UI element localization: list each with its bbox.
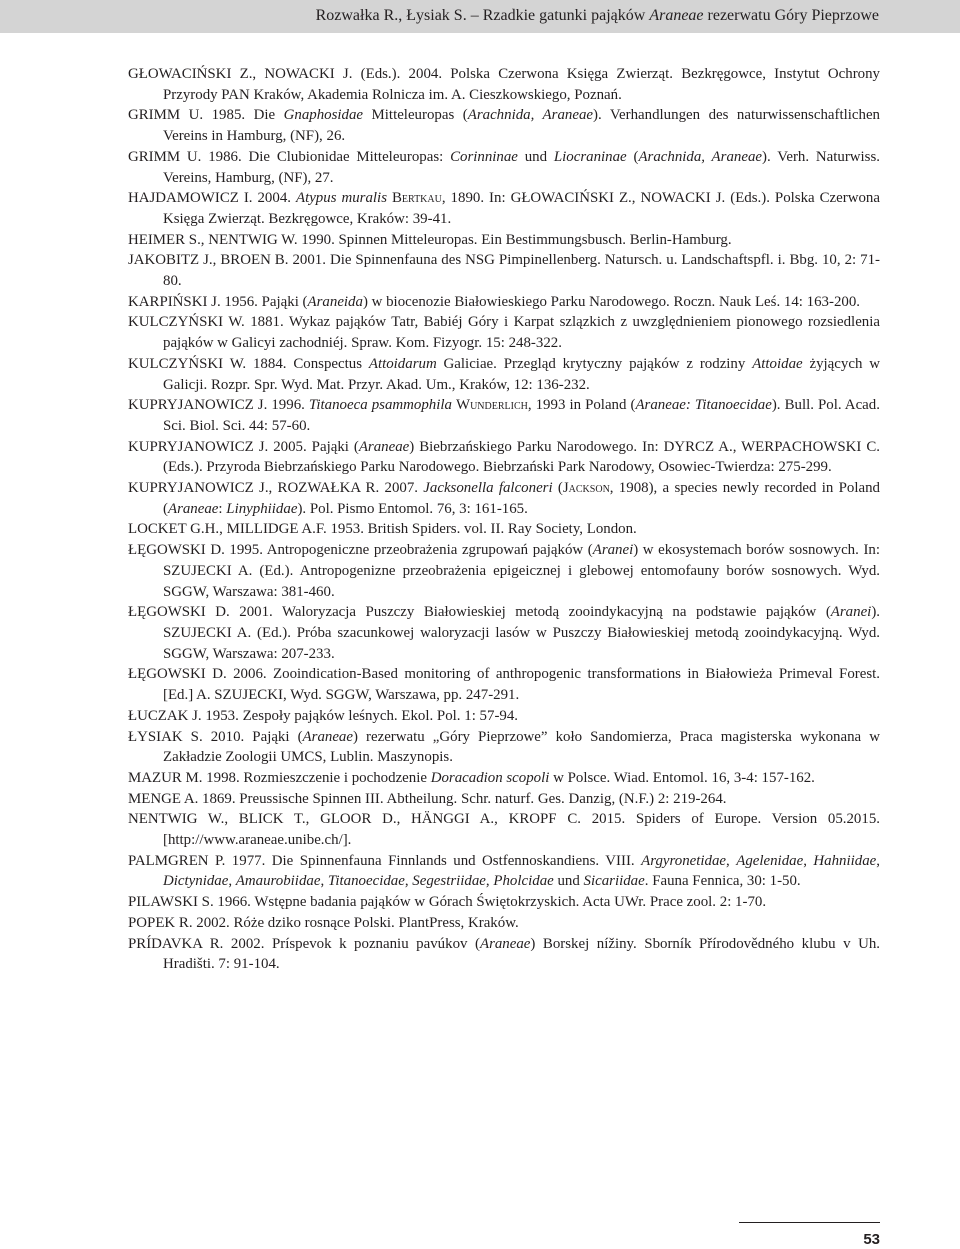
- reference-entry: [128, 395, 880, 436]
- reference-entry: [128, 913, 880, 934]
- italic-text: Araneae: Titanoecidae: [635, 397, 772, 414]
- italic-text: Araneae: [479, 935, 531, 952]
- header-title-italic: Araneae: [649, 7, 704, 24]
- running-header-text: [316, 6, 879, 26]
- italic-text: Titanoecidae: [327, 873, 405, 890]
- italic-text: Arachnida, Araneae: [638, 148, 763, 165]
- reference-text: ,: [228, 873, 236, 890]
- reference-text: ŁUCZAK J. 1953. Zespoły pająków leśnych. Ekol. Pol. 1: 57-94.: [128, 707, 519, 724]
- reference-text: , 1908), a species newly recorded in Poland (: [163, 480, 880, 517]
- small-caps-text: Bertkau: [391, 190, 442, 207]
- italic-text: Araneae: [358, 438, 410, 455]
- italic-text: Aranei: [592, 542, 634, 559]
- reference-text: KULCZYŃSKI W. 1884. Conspectus: [128, 355, 369, 372]
- italic-text: Pholcidae: [493, 873, 554, 890]
- italic-text: Dictynidae: [163, 873, 229, 890]
- reference-text: und: [517, 148, 554, 165]
- italic-text: Segestriidae: [412, 873, 486, 890]
- reference-entry: [128, 188, 880, 229]
- reference-entry: [128, 727, 880, 768]
- small-caps-text: Wunderlich: [456, 397, 528, 414]
- reference-text: ŁĘGOWSKI D. 2006. Zooindication-Based monitoring of anthropogenic transformations in Białowieża Primeval Forest. [Ed.] A. SZUJECKI, Wyd. SGGW, Warszawa, pp. 247-291.: [128, 666, 880, 704]
- reference-text: , 1993 in Poland (: [527, 397, 636, 414]
- italic-text: Amaurobiidae: [235, 873, 321, 890]
- reference-text: HAJDAMOWICZ I. 2004.: [128, 190, 296, 207]
- reference-text: :: [218, 500, 227, 517]
- reference-text: , 1890. In: GŁOWACIŃSKI Z., NOWACKI J. (Eds.). Polska Czerwona Księga Zwierząt. Bezkręgowce, Kraków: 39-41.: [163, 190, 880, 227]
- reference-entry: [128, 789, 880, 810]
- reference-entry: [128, 64, 880, 105]
- reference-text: ,: [876, 852, 880, 869]
- footer-rule: [739, 1222, 880, 1223]
- reference-text: Mitteleuropas (: [363, 107, 468, 124]
- reference-text: ) w ekosystemach borów sosnowych. In: SZUJECKI A. (Ed.). Antropogenizne przeobrażenia epigeicznej i glebowej entomofauny borów sosnowych. Wyd. SGGW, Warszawa: 381-460.: [163, 542, 880, 600]
- running-header: [0, 0, 960, 33]
- reference-entry: [128, 354, 880, 395]
- small-caps-text: Jackson: [562, 480, 610, 497]
- header-title-post: rezerwatu Góry Pieprzowe: [703, 7, 879, 24]
- italic-text: Liocraninae: [553, 148, 627, 165]
- reference-entry: [128, 540, 880, 602]
- italic-text: Araneae: [302, 728, 353, 745]
- reference-text: PILAWSKI S. 1966. Wstępne badania pająków w Górach Świętokrzyskich. Acta UWr. Prace zool. 2: 1-70.: [128, 894, 767, 911]
- reference-text: w Polsce. Wiad. Entomol. 16, 3-4: 157-162.: [549, 769, 815, 786]
- reference-entry: [128, 934, 880, 975]
- italic-text: Araneae: [167, 500, 219, 517]
- reference-text: KUPRYJANOWICZ J., ROZWAŁKA R. 2007.: [128, 480, 424, 497]
- reference-entry: [128, 292, 880, 313]
- reference-text: KARPIŃSKI J. 1956. Pająki (: [128, 293, 308, 310]
- reference-entry: [128, 809, 880, 850]
- reference-entry: [128, 250, 880, 291]
- reference-text: ,: [404, 873, 413, 890]
- reference-entry: [128, 768, 880, 789]
- reference-text: KUPRYJANOWICZ J. 1996.: [128, 397, 309, 414]
- reference-text: NENTWIG W., BLICK T., GLOOR D., HÄNGGI A., KROPF C. 2015. Spiders of Europe. Version 05.2015. [http://www.araneae.unibe.ch/].: [128, 811, 880, 849]
- reference-text: ). Bull. Pol. Acad. Sci. Biol. Sci. 44: 57-60.: [163, 397, 880, 434]
- italic-text: Linyphiidae: [226, 500, 298, 517]
- reference-text: ,: [320, 873, 328, 890]
- italic-text: Arachnida, Araneae: [467, 107, 594, 124]
- reference-text: GRIMM U. 1985. Die: [128, 107, 284, 124]
- reference-text: ,: [485, 873, 494, 890]
- header-authors: Rozwałka R., Łysiak S.: [315, 7, 471, 24]
- reference-entry: [128, 892, 880, 913]
- reference-entry: [128, 437, 880, 478]
- italic-text: Corinninae: [450, 148, 518, 165]
- reference-text: PALMGREN P. 1977. Die Spinnenfauna Finnlands und Ostfennoskandiens. VIII.: [128, 852, 642, 869]
- italic-text: Attoidae: [752, 355, 803, 372]
- reference-text: ŁĘGOWSKI D. 1995. Antropogeniczne przeobrażenia zgrupowań pająków (: [128, 542, 593, 559]
- italic-text: Hahniidae: [813, 852, 877, 869]
- reference-text: KUPRYJANOWICZ J. 2005. Pająki (: [128, 438, 359, 455]
- reference-list: [128, 64, 880, 975]
- page-number: 53: [863, 1231, 880, 1248]
- reference-text: ŁYSIAK S. 2010. Pająki (: [128, 728, 303, 745]
- italic-text: Doracadion scopoli: [430, 769, 550, 786]
- reference-text: (: [626, 148, 639, 165]
- italic-text: Gnaphosidae: [283, 107, 364, 124]
- reference-entry: [128, 706, 880, 727]
- reference-text: ) Borskej nížiny. Sborník Přírodovědného klubu v Uh. Hradišti. 7: 91-104.: [163, 935, 881, 973]
- reference-text: ,: [726, 852, 737, 869]
- reference-text: PRÍDAVKA R. 2002. Príspevok k poznaniu pavúkov (: [128, 935, 480, 952]
- reference-text: POPEK R. 2002. Róże dziko rosnące Polski. PlantPress, Kraków.: [128, 914, 519, 931]
- reference-entry: [128, 851, 880, 892]
- reference-text: LOCKET G.H., MILLIDGE A.F. 1953. British Spiders. vol. II. Ray Society, London.: [128, 521, 637, 538]
- reference-text: GŁOWACIŃSKI Z., NOWACKI J. (Eds.). 2004. Polska Czerwona Księga Zwierząt. Bezkręgowce, Instytut Ochrony Przyrody PAN Kraków, Akademia Rolnicza im. A. Cieszkowskiego, Poznań.: [128, 66, 880, 103]
- header-dash: –: [470, 7, 483, 24]
- reference-text: . Fauna Fennica, 30: 1-50.: [644, 873, 801, 890]
- reference-text: (: [552, 480, 563, 497]
- italic-text: Atypus muralis: [295, 190, 387, 207]
- reference-entry: [128, 147, 880, 188]
- italic-text: Titanoeca psammophila: [308, 397, 452, 414]
- italic-text: Argyronetidae: [641, 852, 727, 869]
- reference-text: KULCZYŃSKI W. 1881. Wykaz pająków Tatr, Babiéj Góry i Karpat szlązkich z uwzględnieniem pionowego rozsiedlenia pająków w Galicyi zachodniéj. Spraw. Kom. Fizyogr. 15: 248-322.: [128, 314, 880, 352]
- italic-text: Aranei: [830, 604, 872, 621]
- reference-text: ). Verh. Naturwiss. Vereins, Hamburg, (NF), 27.: [163, 148, 880, 186]
- reference-text: ,: [803, 852, 814, 869]
- reference-text: Galiciae. Przegląd krytyczny pająków z rodziny: [436, 355, 753, 372]
- italic-text: Attoidarum: [368, 355, 437, 372]
- italic-text: Sicariidae: [583, 873, 645, 890]
- reference-text: JAKOBITZ J., BROEN B. 2001. Die Spinnenfauna des NSG Pimpinellenberg. Natursch. u. Landschaftspfl. i. Bbg. 10, 2: 71-80.: [128, 252, 880, 290]
- reference-entry: [128, 602, 880, 664]
- reference-text: ). Pol. Pismo Entomol. 76, 3: 161-165.: [297, 500, 528, 517]
- italic-text: Araneida: [307, 293, 363, 310]
- reference-text: żyjących w Galicji. Rozpr. Spr. Wyd. Mat. Przyr. Akad. Um., Kraków, 12: 136-232.: [163, 355, 881, 393]
- reference-entry: [128, 664, 880, 705]
- reference-text: GRIMM U. 1986. Die Clubionidae Mitteleuropas:: [128, 148, 451, 165]
- reference-entry: [128, 478, 880, 519]
- reference-entry: [128, 105, 880, 146]
- reference-text: ) rezerwatu „Góry Pieprzowe” koło Sandomierza, Praca magisterska wykonana w Zakładzie Zoologii UMCS, Lublin. Maszynopis.: [163, 728, 880, 766]
- reference-text: ) Biebrzańskiego Parku Narodowego. In: DYRCZ A., WERPACHOWSKI C. (Eds.). Przyroda Biebrzańskiego Parku Narodowego. Biebrzański Park Narodowy, Osowiec-Twierdza: 275-299.: [163, 438, 880, 476]
- reference-entry: [128, 312, 880, 353]
- reference-text: ). Verhandlungen des naturwissenschaftlichen Vereins in Hamburg, (NF), 26.: [163, 107, 880, 145]
- reference-entry: [128, 519, 880, 540]
- reference-text: HEIMER S., NENTWIG W. 1990. Spinnen Mitteleuropas. Ein Bestimmungsbusch. Berlin-Hamburg.: [128, 231, 732, 248]
- reference-text: ŁĘGOWSKI D. 2001. Waloryzacja Puszczy Białowieskiej metodą zooindykacyjną na podstawie pająków (: [128, 604, 831, 621]
- reference-text: und: [553, 873, 584, 890]
- header-title-pre: Rzadkie gatunki pająków: [482, 7, 650, 24]
- italic-text: Jacksonella falconeri: [423, 480, 553, 497]
- reference-text: MAZUR M. 1998. Rozmieszczenie i pochodzenie: [128, 769, 431, 786]
- reference-text: ) w biocenozie Białowieskiego Parku Narodowego. Roczn. Nauk Leś. 14: 163-200.: [362, 293, 861, 310]
- reference-text: ). SZUJECKI A. (Ed.). Próba szacunkowej waloryzacji lasów w Puszczy Białowieskiej metodą zooindykacyjną. Wyd. SGGW, Warszawa: 207-233.: [163, 604, 880, 662]
- italic-text: Agelenidae: [736, 852, 804, 869]
- reference-entry: [128, 230, 880, 251]
- reference-text: MENGE A. 1869. Preussische Spinnen III. Abtheilung. Schr. naturf. Ges. Danzig, (N.F.) 2: 219-264.: [128, 790, 727, 807]
